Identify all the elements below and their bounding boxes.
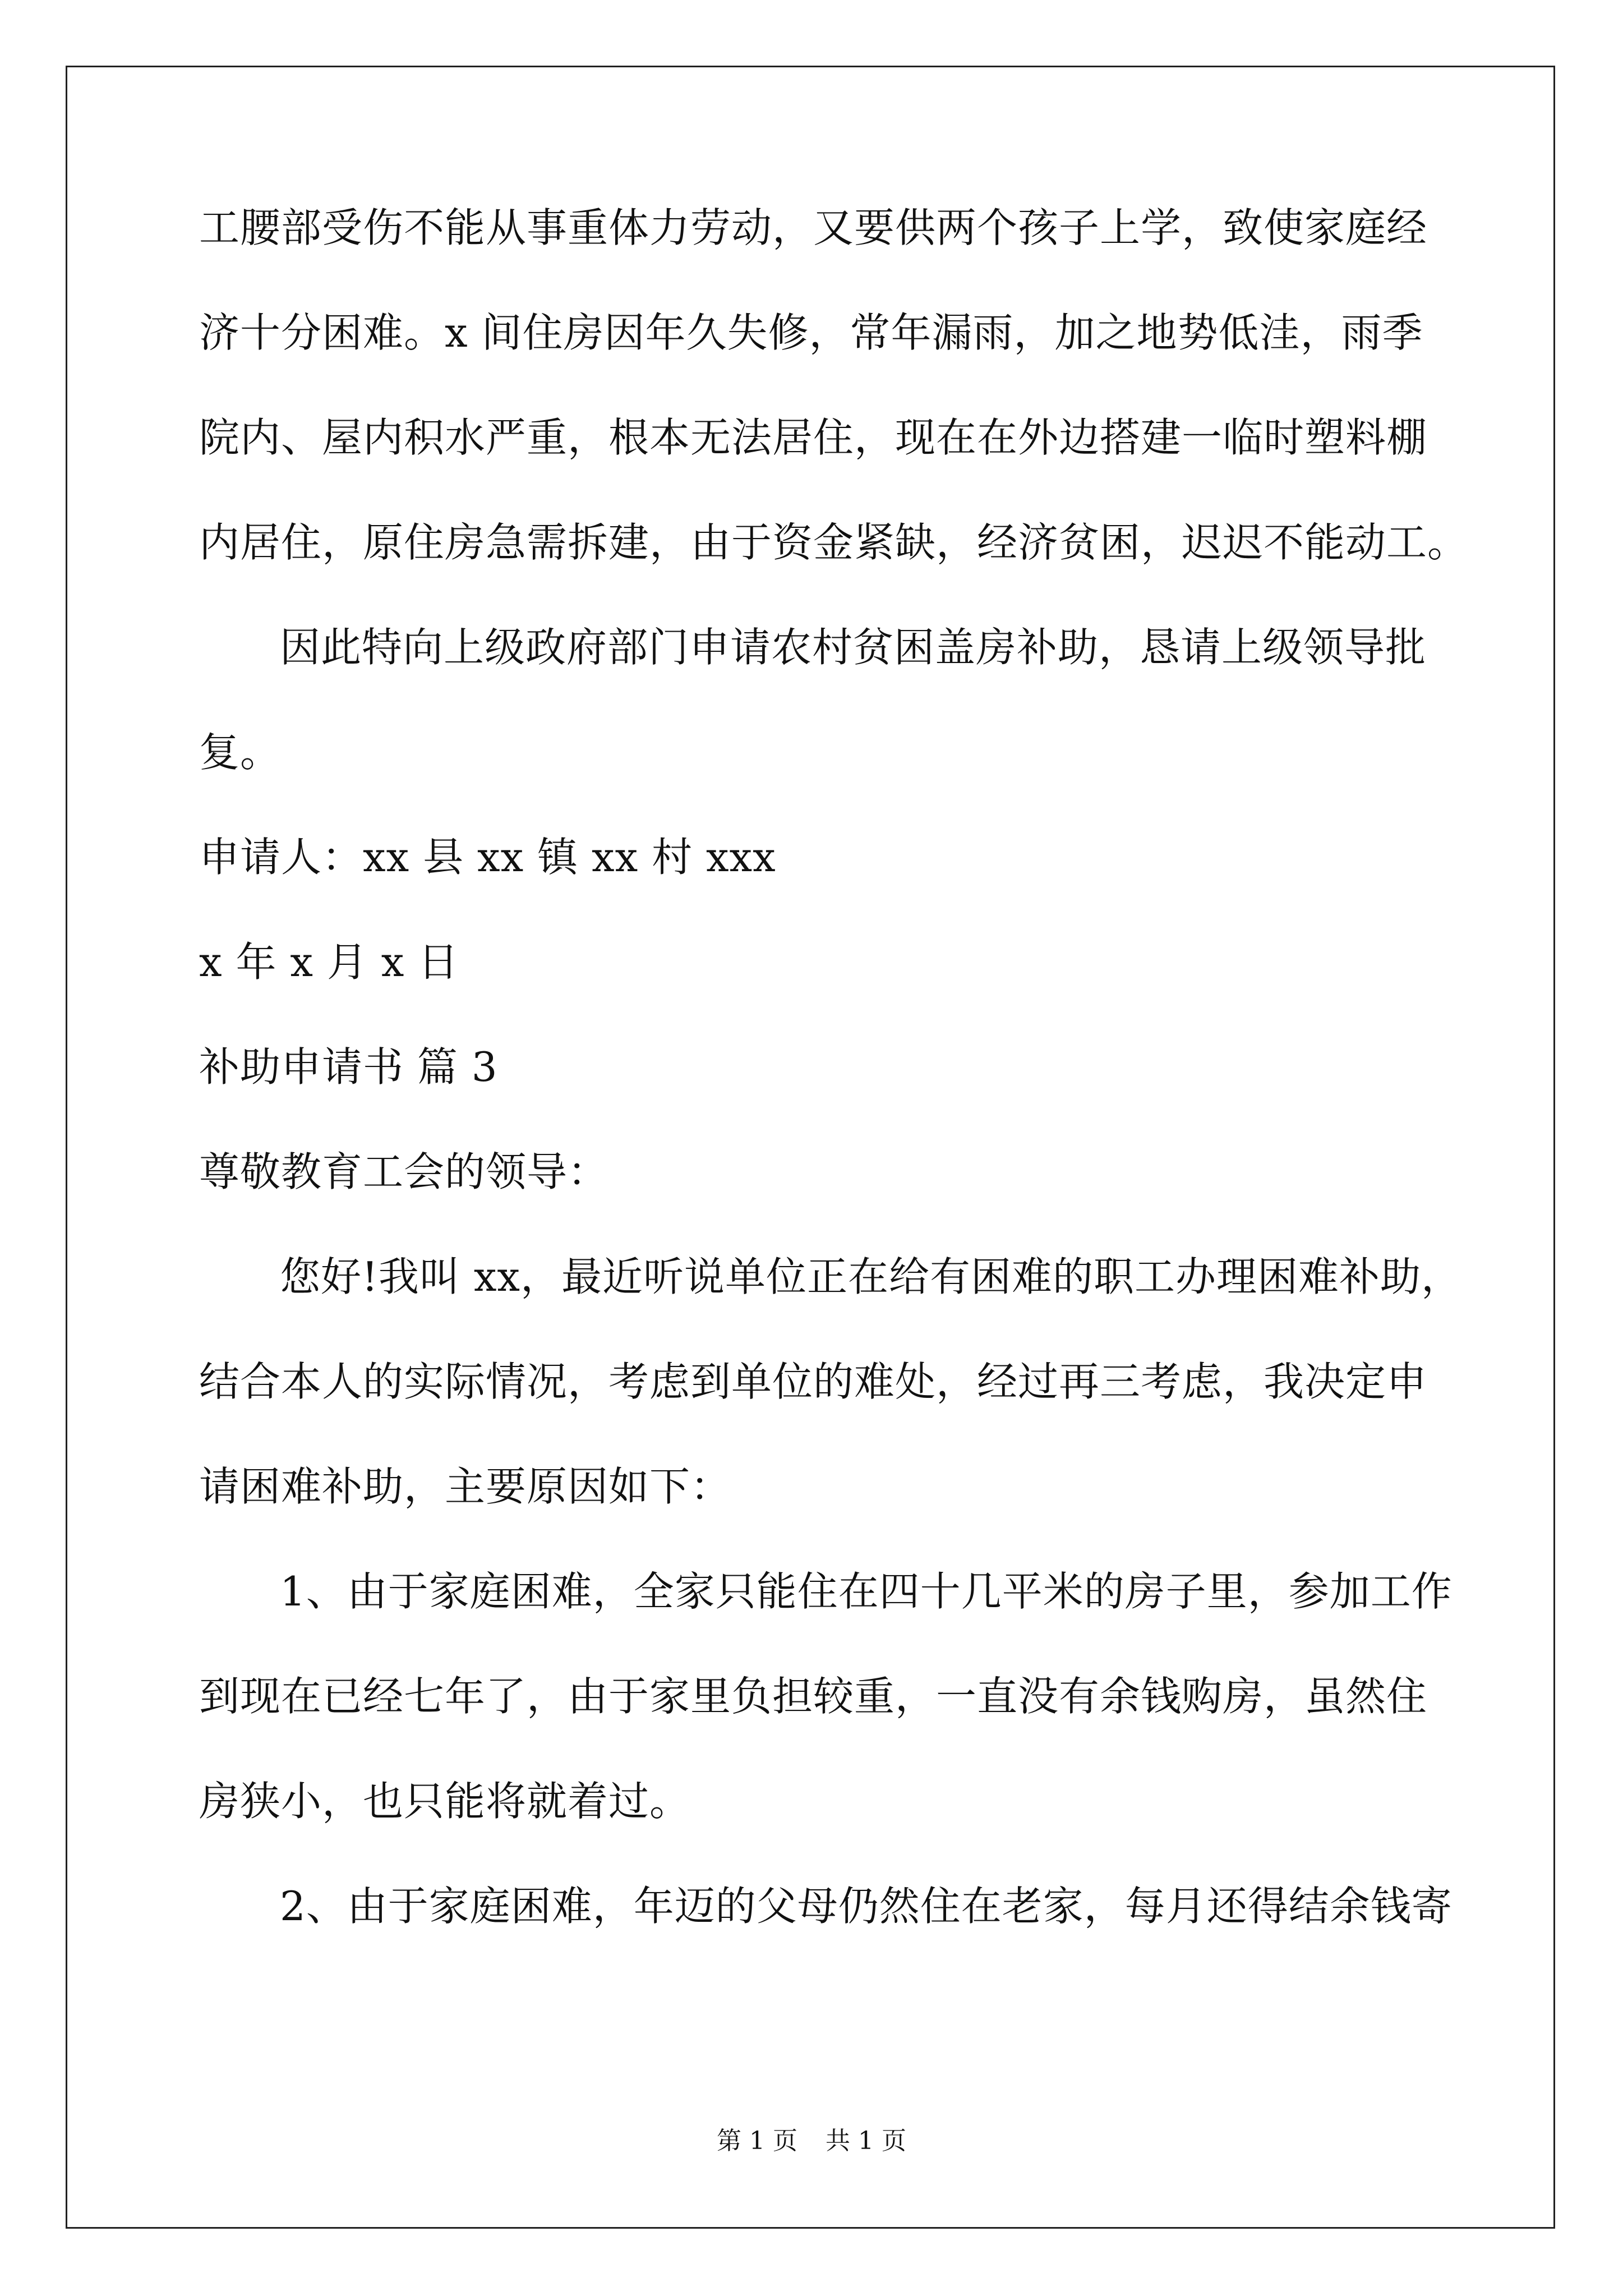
text-line: 因此特向上级政府部门申请农村贫困盖房补助，恳请上级领导批 (280, 624, 1427, 671)
text-line: 院内、屋内积水严重，根本无法居住，现在在外边搭建一临时塑料棚 (199, 414, 1428, 461)
document-body (199, 204, 1469, 1930)
page-footer (0, 2129, 1623, 2154)
text-line: 1、由于家庭困难，全家只能住在四十几平米的房子里，参加工作 (280, 1568, 1453, 1615)
section-heading: 补助申请书 篇 3 (199, 1043, 498, 1091)
text-line: 工腰部受伤不能从事重体力劳动，又要供两个孩子上学，致使家庭经 (199, 204, 1428, 251)
date-line: x 年 x 月 x 日 (199, 938, 459, 986)
text-line: 房狭小，也只能将就着过。 (199, 1778, 691, 1825)
page-number: 第 1 页 (717, 2127, 797, 2155)
applicant-line: 申请人：xx 县 xx 镇 xx 村 xxx (199, 834, 776, 881)
page-total: 共 1 页 (826, 2127, 906, 2155)
text-line: 结合本人的实际情况，考虑到单位的难处，经过再三考虑，我决定申 (199, 1358, 1428, 1405)
text-line: 到现在已经七年了，由于家里负担较重，一直没有余钱购房，虽然住 (199, 1673, 1428, 1720)
text-line: 2、由于家庭困难，年迈的父母仍然住在老家，每月还得结余钱寄 (280, 1883, 1453, 1930)
text-line: 复。 (199, 729, 282, 776)
text-line: 请困难补助，主要原因如下： (199, 1463, 732, 1510)
text-line: 您好!我叫 xx，最近听说单位正在给有困难的职工办理困难补助， (280, 1253, 1463, 1300)
text-line: 内居住，原住房急需拆建，由于资金紧缺，经济贫困，迟迟不能动工。 (199, 519, 1469, 566)
text-line: 济十分困难。x 间住房因年久失修，常年漏雨，加之地势低洼，雨季 (199, 309, 1423, 356)
salutation: 尊敬教育工会的领导： (199, 1148, 609, 1195)
